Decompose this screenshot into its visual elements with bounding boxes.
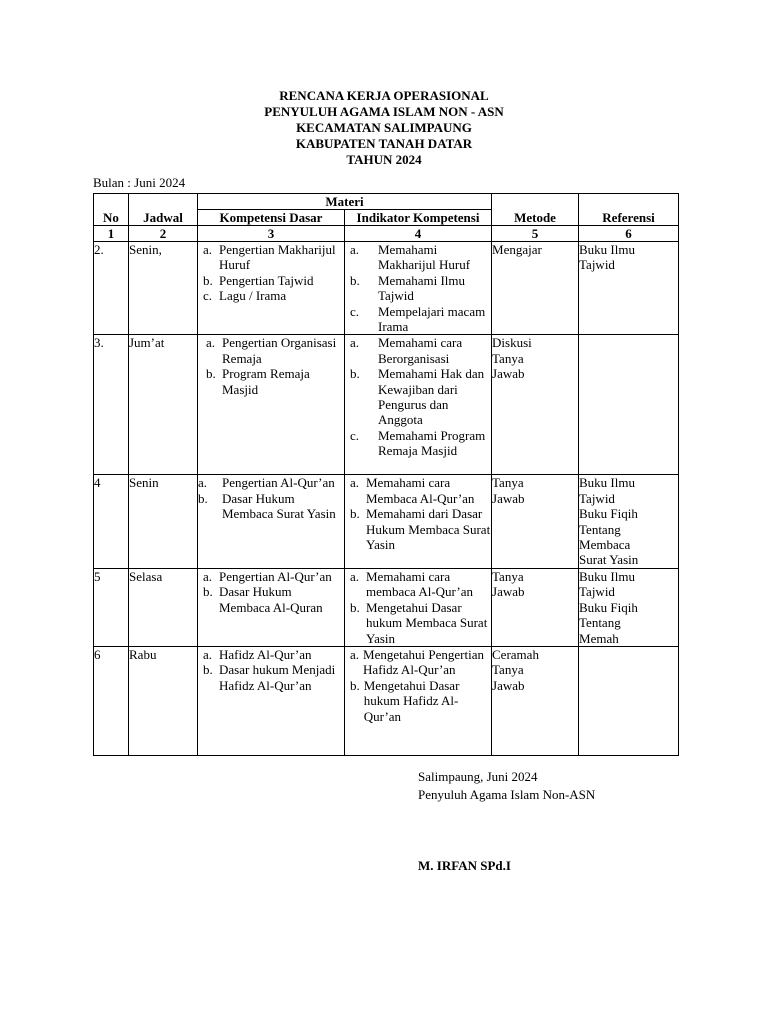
list-item: [350, 647, 491, 678]
cell-line: Tanya: [492, 350, 524, 366]
row-schedule: Senin,: [129, 242, 198, 335]
cell-line: Jawab: [492, 366, 525, 382]
column-number-3: 3: [198, 226, 345, 242]
cell-line: Buku Ilmu: [579, 242, 635, 257]
list-text: Pengertian Organisasi Remaja: [222, 335, 337, 366]
cell-line: Tajwid: [579, 584, 615, 600]
row-competence-indicator: [345, 568, 492, 646]
signature-place-date: Salimpaung, Juni 2024: [418, 769, 538, 784]
list-marker: a.: [350, 475, 360, 491]
row-competence-indicator: [345, 475, 492, 568]
cell-line: Buku Ilmu: [579, 568, 635, 584]
list-marker: b.: [350, 272, 360, 288]
signature-name: M. IRFAN SPd.I: [418, 858, 511, 873]
row-competence-indicator: [345, 646, 492, 755]
column-number-5: 5: [492, 226, 579, 242]
list-text: Memahami Hak dan Kewajiban dari Pengurus dan Anggota: [378, 366, 485, 428]
list-text: Memahami cara Berorganisasi: [378, 335, 463, 366]
work-plan-table: [93, 193, 679, 756]
list-marker: a.: [203, 646, 213, 662]
list-text: Lagu / Irama: [219, 288, 287, 304]
list-text: Program Remaja Masjid: [222, 366, 310, 397]
list-text: Mengetahui Dasar hukum Membaca Surat Yasin: [366, 599, 488, 646]
list-marker: a.: [350, 242, 360, 257]
header-materi: Materi: [198, 194, 492, 210]
row-number: 5: [94, 568, 129, 646]
list-text: Mengetahui Dasar hukum Hafidz Al-Qur’an: [363, 677, 460, 724]
row-reference: [579, 568, 679, 646]
cell-line: Tentang: [579, 615, 621, 631]
cell-line: Tanya: [492, 568, 524, 584]
list-marker: a.: [198, 475, 208, 491]
table-row: [94, 335, 679, 475]
list-marker: b.: [203, 272, 213, 288]
cell-line: Buku Fiqih: [579, 599, 638, 615]
list-marker: c.: [350, 303, 360, 319]
table-body: [94, 242, 679, 756]
table-row: [94, 568, 679, 646]
cell-line: Mengajar: [492, 242, 542, 257]
row-reference: [579, 335, 679, 475]
row-basic-competence: [198, 568, 345, 646]
title-line-1: RENCANA KERJA OPERASIONAL: [279, 88, 489, 103]
list-marker: b.: [350, 366, 360, 382]
cell-line: Tajwid: [579, 257, 615, 273]
row-reference: [579, 242, 679, 335]
signature-role: Penyuluh Agama Islam Non-ASN: [418, 787, 596, 802]
cell-line: Tanya: [492, 475, 524, 491]
list-marker: b.: [350, 506, 360, 522]
list-marker: b.: [350, 599, 360, 615]
list-item: [206, 335, 344, 366]
list-marker: a.: [206, 335, 216, 351]
cell-line: Ceramah: [492, 646, 539, 662]
cell-line: Diskusi: [492, 335, 532, 351]
list-item: [203, 242, 344, 273]
list-text: Dasar Hukum Membaca Al-Quran: [219, 584, 323, 615]
title-line-5: TAHUN 2024: [346, 152, 422, 167]
list-item: [350, 428, 491, 459]
list-item: [203, 584, 344, 615]
header-kompetensi-dasar: Kompetensi Dasar: [198, 210, 345, 226]
row-basic-competence: [198, 242, 345, 335]
cell-line: Tajwid: [579, 490, 615, 506]
list-marker: a.: [350, 568, 360, 584]
list-item: [203, 662, 344, 693]
cell-line: Membaca: [579, 537, 631, 553]
list-text: Dasar hukum Menjadi Hafidz Al-Qur’an: [219, 662, 336, 693]
row-schedule: Jum’at: [129, 335, 198, 475]
row-schedule: Senin: [129, 475, 198, 568]
header-indikator: Indikator Kompetensi: [345, 210, 492, 226]
list-marker: b.: [198, 490, 208, 506]
list-item: [350, 304, 491, 335]
row-number: 3.: [94, 335, 129, 475]
cell-line: Tentang: [579, 521, 621, 537]
header-referensi: Referensi: [579, 194, 679, 226]
document-title: [0, 88, 768, 168]
row-reference: [579, 475, 679, 568]
list-text: Hafidz Al-Qur’an: [219, 646, 312, 662]
row-method: [492, 335, 579, 475]
list-marker: a.: [350, 335, 360, 351]
table-row: [94, 646, 679, 755]
row-reference: [579, 646, 679, 755]
column-number-2: 2: [129, 226, 198, 242]
list-text: Pengertian Makharijul Huruf: [219, 242, 336, 273]
list-marker: c.: [203, 288, 213, 304]
header-jadwal: Jadwal: [129, 194, 198, 226]
list-item: [350, 242, 491, 273]
title-line-2: PENYULUH AGAMA ISLAM NON - ASN: [264, 104, 504, 119]
list-marker: c.: [350, 427, 360, 443]
column-number-1: 1: [94, 226, 129, 242]
cell-line: Jawab: [492, 490, 525, 506]
cell-line: Jawab: [492, 677, 525, 693]
list-text: Pengertian Al-Qur’an: [219, 568, 332, 584]
list-marker: b.: [350, 677, 360, 693]
row-competence-indicator: [345, 242, 492, 335]
cell-line: Buku Fiqih: [579, 506, 638, 522]
list-text: Memahami Ilmu Tajwid: [378, 272, 466, 304]
list-text: Mempelajari macam Irama: [378, 303, 486, 335]
list-text: Memahami Makharijul Huruf: [378, 242, 471, 273]
list-item: [206, 366, 344, 397]
title-line-4: KABUPATEN TANAH DATAR: [295, 136, 473, 151]
row-basic-competence: [198, 475, 345, 568]
table-row: [94, 242, 679, 335]
list-marker: b.: [203, 662, 213, 678]
list-item: [350, 366, 491, 428]
list-text: Memahami Program Remaja Masjid: [378, 427, 486, 459]
list-marker: a.: [203, 242, 213, 257]
row-number: 4: [94, 475, 129, 568]
column-number-4: 4: [345, 226, 492, 242]
list-marker: b.: [203, 584, 213, 600]
row-schedule: Rabu: [129, 646, 198, 755]
list-item: [203, 569, 344, 584]
header-metode: Metode: [492, 194, 579, 226]
cell-line: Jawab: [492, 584, 525, 600]
list-text: Memahami cara membaca Al-Qur’an: [366, 568, 473, 600]
list-item: [203, 273, 344, 288]
row-basic-competence: [198, 335, 345, 475]
list-item: [203, 647, 344, 662]
list-item: [203, 288, 344, 303]
column-number-6: 6: [579, 226, 679, 242]
cell-line: Tanya: [492, 662, 524, 678]
list-item: [350, 678, 491, 724]
row-method: [492, 568, 579, 646]
month-label: Bulan : Juni 2024: [93, 175, 186, 190]
header-no: No: [94, 194, 129, 226]
row-method: [492, 475, 579, 568]
list-item: [350, 475, 491, 506]
list-text: Mengetahui Pengertian Hafidz Al-Qur’an: [363, 646, 484, 678]
cell-line: Memah: [579, 630, 619, 646]
list-text: Memahami cara Membaca Al-Qur’an: [366, 475, 475, 506]
title-line-3: KECAMATAN SALIMPAUNG: [296, 120, 472, 135]
list-item: [198, 475, 344, 490]
cell-line: Buku Ilmu: [579, 475, 635, 491]
row-method: [492, 646, 579, 755]
row-method: [492, 242, 579, 335]
row-number: 2.: [94, 242, 129, 335]
list-item: [350, 506, 491, 552]
list-item: [350, 600, 491, 646]
table-row: [94, 475, 679, 568]
row-schedule: Selasa: [129, 568, 198, 646]
list-item: [198, 491, 344, 522]
row-competence-indicator: [345, 335, 492, 475]
list-marker: b.: [206, 366, 216, 382]
list-text: Memahami dari Dasar Hukum Membaca Surat Yasin: [366, 506, 491, 553]
list-item: [350, 273, 491, 304]
row-basic-competence: [198, 646, 345, 755]
cell-line: Surat Yasin: [579, 552, 639, 568]
row-number: 6: [94, 646, 129, 755]
list-text: Pengertian Al-Qur’an: [222, 475, 335, 491]
list-marker: a.: [350, 646, 360, 662]
list-text: Pengertian Tajwid: [219, 272, 314, 288]
list-item: [350, 569, 491, 600]
list-item: [350, 335, 491, 366]
list-text: Dasar Hukum Membaca Surat Yasin: [222, 490, 336, 522]
list-marker: a.: [203, 568, 213, 584]
